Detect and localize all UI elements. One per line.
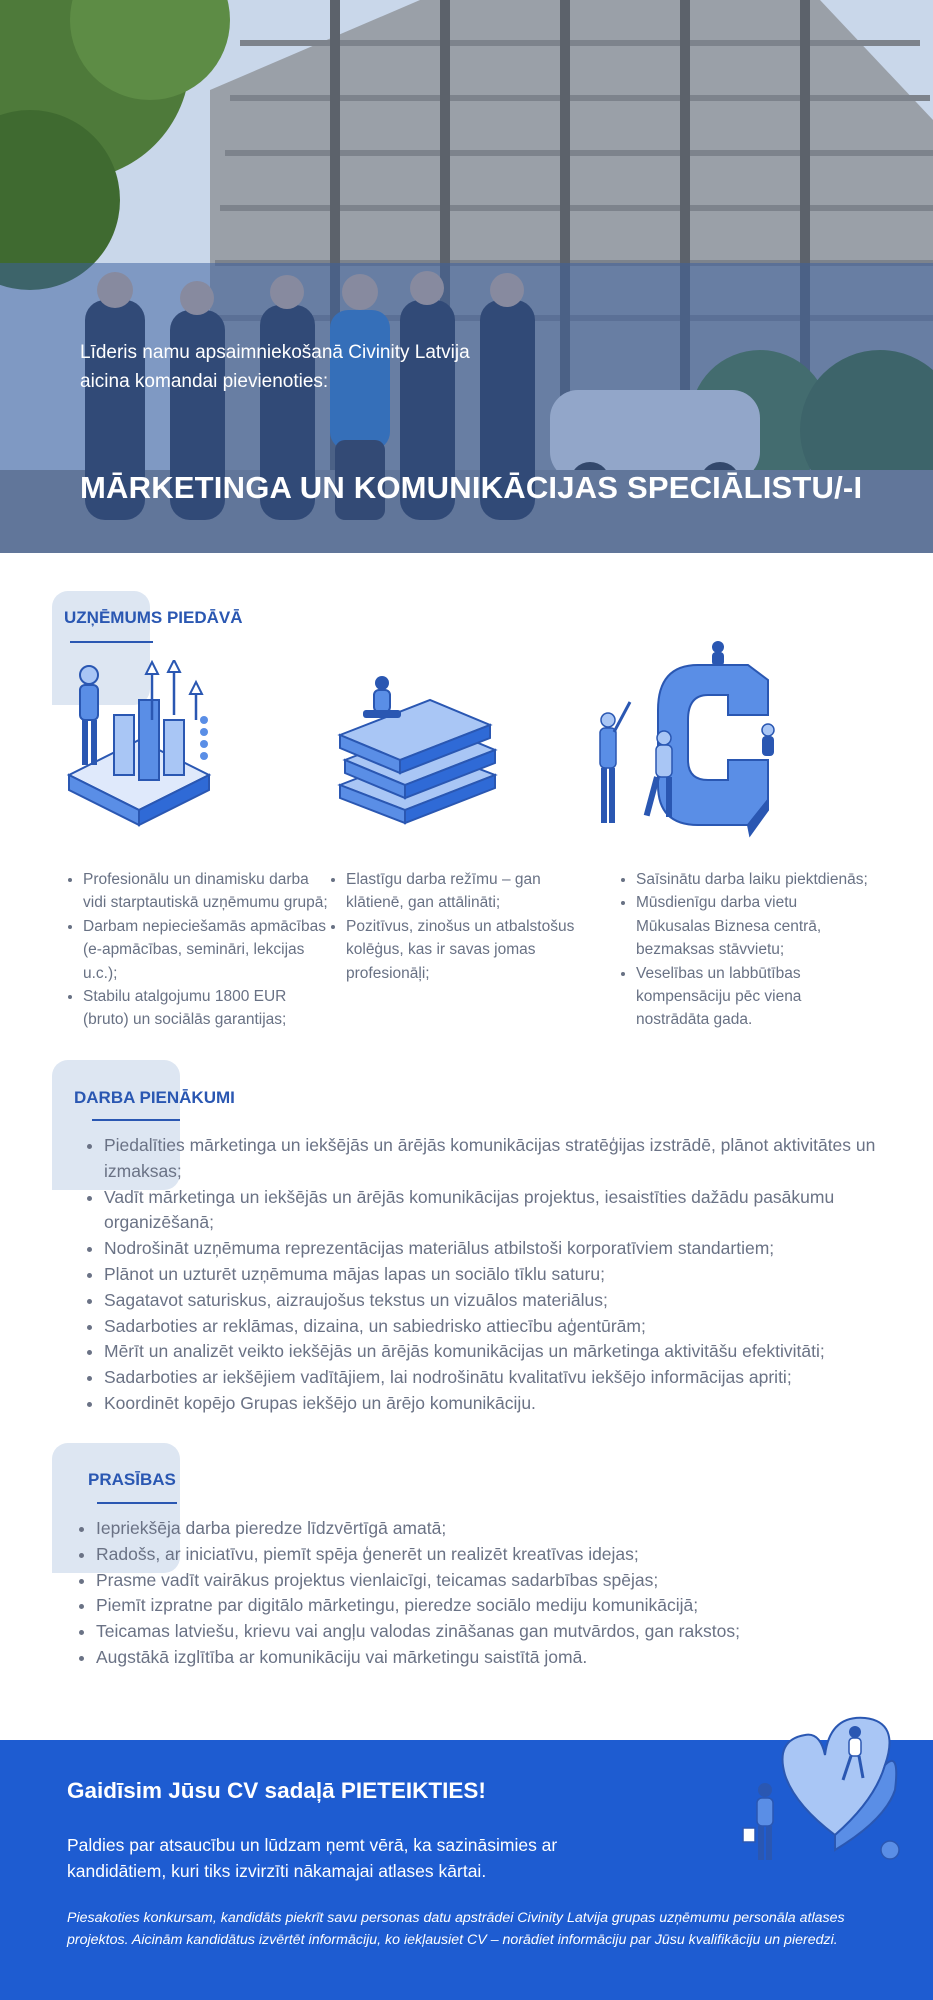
job-title: MĀRKETINGA UN KOMUNIKĀCIJAS SPECIĀLISTU/-I bbox=[80, 470, 863, 505]
offer-heading: UZŅĒMUMS PIEDĀVĀ bbox=[64, 608, 243, 627]
list-item: • Saīsinātu darba laiku piektdienās; bbox=[636, 868, 916, 891]
list-item: • Koordinēt kopējo Grupas iekšējo un ārējo komunikāciju. bbox=[104, 1391, 914, 1417]
list-item: • Piemīt izpratne par digitālo mārketingu, pieredze sociālo mediju komunikācijā; bbox=[96, 1593, 933, 1619]
heart-team-icon bbox=[735, 1710, 905, 1870]
list-item: • Darbam nepieciešamās apmācības (e-apmācības, semināri, lekcijas u.c.); bbox=[83, 915, 333, 985]
list-item: • Vadīt mārketinga un iekšējās un ārējās komunikācijas projektus, iesaistīties dažādu pasākumu organizēšanā; bbox=[104, 1185, 914, 1237]
duties-heading-underline bbox=[92, 1119, 180, 1121]
list-item: • Sadarboties ar iekšējiem vadītājiem, lai nodrošinātu kvalitatīvu iekšējo informācijas apriti; bbox=[104, 1365, 914, 1391]
offer-column-2 bbox=[326, 868, 586, 985]
duties-list bbox=[80, 1133, 914, 1417]
hero-subtitle-line2: aicina komandai pievienoties: bbox=[80, 371, 329, 392]
requirements-list bbox=[72, 1516, 933, 1671]
growth-chart-icon bbox=[64, 660, 214, 830]
list-item: • Stabilu atalgojumu 1800 EUR (bruto) un sociālās garantijas; bbox=[83, 985, 333, 1032]
requirements-heading-underline bbox=[97, 1502, 177, 1504]
list-item: • Mērīt un analizēt veikto iekšējās un ārējās komunikācijas un mārketinga aktivitāšu efektivitāti; bbox=[104, 1339, 914, 1365]
offer-column-3 bbox=[616, 868, 916, 1032]
duties-heading: DARBA PIENĀKUMI bbox=[74, 1088, 235, 1107]
footer-cta bbox=[0, 1740, 933, 2000]
list-item: • Augstākā izglītība ar komunikāciju vai mārketingu saistītā jomā. bbox=[96, 1645, 933, 1671]
offer-list-3 bbox=[616, 868, 916, 1032]
list-item: • Piedalīties mārketinga un iekšējās un ārējās komunikācijas stratēģijas izstrādē, plānot aktivitātes un izmaksas; bbox=[104, 1133, 914, 1185]
footer-privacy-note: Piesakoties konkursam, kandidāts piekrīt savu personas datu apstrādei Civinity Latvija grupas uzņēmumu personāla atlases projektos. Aicinām kandidātus izvērtēt informāciju, ko iekļausiet CV – norādiet informāciju par Jūsu kvalifikāciju un pieredzi. bbox=[67, 1910, 845, 1948]
list-item: • Prasme vadīt vairākus projektus vienlaicīgi, teicamas sadarbības spējas; bbox=[96, 1568, 933, 1594]
footer-title: Gaidīsim Jūsu CV sadaļā PIETEIKTIES! bbox=[67, 1778, 486, 1803]
books-icon bbox=[335, 675, 500, 830]
list-item: • Profesionālu un dinamisku darba vidi starptautiskā uzņēmumu grupā; bbox=[83, 868, 333, 915]
list-item: • Radošs, ar iniciatīvu, piemīt spēja ģenerēt un realizēt kreatīvas idejas; bbox=[96, 1542, 933, 1568]
list-item: • Sadarboties ar reklāmas, dizaina, un sabiedrisko attiecību aģentūrām; bbox=[104, 1314, 914, 1340]
offer-list-2 bbox=[326, 868, 586, 985]
offer-heading-underline bbox=[70, 641, 153, 643]
list-item: • Mūsdienīgu darba vietu Mūkusalas Biznesa centrā, bezmaksas stāvvietu; bbox=[636, 891, 866, 961]
hero-banner bbox=[0, 0, 933, 553]
list-item: • Nodrošināt uzņēmuma reprezentācijas materiālus atbilstoši korporatīviem standartiem; bbox=[104, 1236, 914, 1262]
requirements-heading: PRASĪBAS bbox=[88, 1470, 176, 1489]
list-item: • Teicamas latviešu, krievu vai angļu valodas zināšanas gan mutvārdos, gan rakstos; bbox=[96, 1619, 933, 1645]
list-item: • Pozitīvus, zinošus un atbalstošus kolēģus, kas ir savas jomas profesionāļi; bbox=[346, 915, 586, 985]
hero-overlay bbox=[0, 263, 933, 553]
list-item: • Sagatavot saturiskus, aizraujošus tekstus un vizuālos materiālus; bbox=[104, 1288, 914, 1314]
hero-subtitle-line1: Līderis namu apsaimniekošanā Civinity Latvija bbox=[80, 342, 470, 363]
footer-text: Paldies par atsaucību un lūdzam ņemt vērā, ka sazināsimies ar kandidātiem, kuri tiks izvirzīti nākamajai atlases kārtai. bbox=[67, 1835, 558, 1881]
hero-subtitle bbox=[80, 338, 600, 396]
list-item: • Plānot un uzturēt uzņēmuma mājas lapas un sociālo tīklu saturu; bbox=[104, 1262, 914, 1288]
offer-column-1 bbox=[63, 868, 333, 1032]
list-item: • Elastīgu darba režīmu – gan klātienē, gan attālināti; bbox=[346, 868, 586, 915]
list-item: • Veselības un labbūtības kompensāciju pēc viena nostrādāta gada. bbox=[636, 962, 866, 1032]
list-item: • Iepriekšēja darba pieredze līdzvērtīgā amatā; bbox=[96, 1516, 933, 1542]
team-letter-c-icon bbox=[578, 640, 778, 850]
offer-list-1 bbox=[63, 868, 333, 1032]
